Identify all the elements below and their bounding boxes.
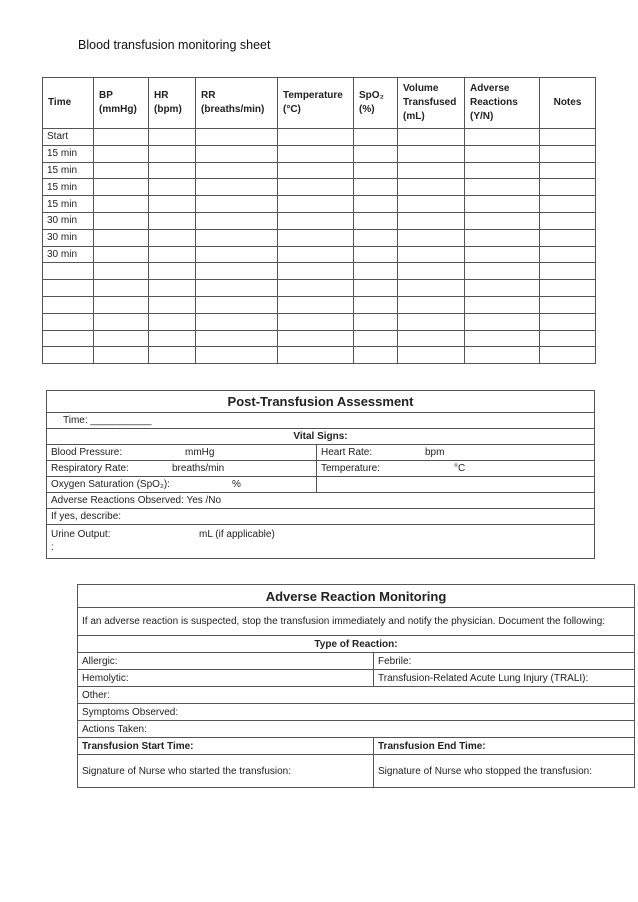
entry-cell[interactable] [540, 196, 596, 213]
entry-cell[interactable] [94, 263, 149, 280]
entry-cell[interactable] [94, 296, 149, 313]
entry-cell[interactable] [94, 162, 149, 179]
header-spo2: SpO₂ (%) [354, 78, 398, 129]
time-cell [43, 347, 94, 364]
entry-cell[interactable] [540, 246, 596, 263]
header-rr: RR (breaths/min) [196, 78, 278, 129]
entry-cell[interactable] [278, 196, 354, 213]
entry-cell[interactable] [94, 179, 149, 196]
entry-cell[interactable] [94, 313, 149, 330]
entry-cell[interactable] [196, 196, 278, 213]
entry-cell[interactable] [354, 330, 398, 347]
entry-cell[interactable] [278, 296, 354, 313]
time-cell [43, 313, 94, 330]
entry-cell[interactable] [354, 212, 398, 229]
entry-cell[interactable] [398, 162, 465, 179]
entry-cell[interactable] [540, 280, 596, 297]
entry-cell[interactable] [540, 330, 596, 347]
entry-cell[interactable] [465, 179, 540, 196]
entry-cell[interactable] [94, 280, 149, 297]
bp-label: Blood Pressure: [51, 447, 123, 458]
table-row [43, 179, 596, 196]
time-cell: Start [43, 129, 94, 146]
entry-cell[interactable] [149, 296, 196, 313]
entry-cell[interactable] [278, 313, 354, 330]
febrile-field[interactable]: Febrile: [374, 653, 635, 670]
time-cell: 30 min [43, 229, 94, 246]
entry-cell[interactable] [540, 313, 596, 330]
entry-cell[interactable] [540, 296, 596, 313]
header-time: Time [43, 78, 94, 129]
time-cell: 30 min [43, 212, 94, 229]
adverse-observed-field[interactable]: Adverse Reactions Observed: Yes /No [47, 493, 595, 509]
entry-cell[interactable] [465, 330, 540, 347]
start-time-field[interactable]: Transfusion Start Time: [78, 738, 374, 755]
table-row [43, 296, 596, 313]
urine-unit: mL (if applicable) [199, 529, 275, 540]
entry-cell[interactable] [149, 129, 196, 146]
time-cell: 15 min [43, 196, 94, 213]
entry-cell[interactable] [278, 280, 354, 297]
entry-cell[interactable] [465, 145, 540, 162]
time-cell [43, 330, 94, 347]
hr-unit: bpm [425, 447, 445, 458]
table-row [43, 212, 596, 229]
entry-cell[interactable] [94, 129, 149, 146]
entry-cell[interactable] [465, 129, 540, 146]
table-row [43, 145, 596, 162]
entry-cell[interactable] [278, 212, 354, 229]
entry-cell[interactable] [398, 347, 465, 364]
urine-output-field[interactable] [47, 525, 595, 559]
vital-signs-label: Vital Signs: [47, 429, 595, 445]
entry-cell[interactable] [398, 196, 465, 213]
header-hr: HR (bpm) [149, 78, 196, 129]
adverse-reaction-table [77, 584, 635, 788]
entry-cell[interactable] [398, 313, 465, 330]
urine-label: Urine Output: [51, 529, 111, 540]
entry-cell[interactable] [278, 162, 354, 179]
table-row [43, 246, 596, 263]
entry-cell[interactable] [540, 212, 596, 229]
entry-cell[interactable] [354, 145, 398, 162]
entry-cell[interactable] [354, 263, 398, 280]
post-heading: Post-Transfusion Assessment [47, 391, 595, 413]
allergic-field[interactable]: Allergic: [78, 653, 374, 670]
entry-cell[interactable] [149, 145, 196, 162]
monitoring-header-row [43, 78, 596, 129]
signature-stop-field[interactable]: Signature of Nurse who stopped the transfusion: [374, 755, 635, 788]
entry-cell[interactable] [465, 347, 540, 364]
entry-cell[interactable] [540, 129, 596, 146]
time-cell: 15 min [43, 179, 94, 196]
entry-cell[interactable] [398, 129, 465, 146]
entry-cell[interactable] [149, 263, 196, 280]
entry-cell[interactable] [196, 145, 278, 162]
entry-cell[interactable] [465, 229, 540, 246]
entry-cell[interactable] [465, 313, 540, 330]
entry-cell[interactable] [398, 330, 465, 347]
entry-cell[interactable] [465, 246, 540, 263]
rr-unit: breaths/min [172, 463, 225, 474]
table-row [43, 196, 596, 213]
entry-cell[interactable] [149, 246, 196, 263]
entry-cell[interactable] [94, 212, 149, 229]
entry-cell[interactable] [196, 162, 278, 179]
entry-cell[interactable] [354, 129, 398, 146]
actions-field[interactable]: Actions Taken: [78, 721, 635, 738]
hr-field[interactable] [317, 445, 595, 461]
entry-cell[interactable] [196, 330, 278, 347]
hemolytic-field[interactable]: Hemolytic: [78, 670, 374, 687]
entry-cell[interactable] [278, 347, 354, 364]
entry-cell[interactable] [278, 229, 354, 246]
spo2-field[interactable] [47, 477, 317, 493]
entry-cell[interactable] [278, 330, 354, 347]
entry-cell[interactable] [540, 229, 596, 246]
entry-cell[interactable] [354, 296, 398, 313]
end-time-field[interactable]: Transfusion End Time: [374, 738, 635, 755]
table-row [43, 129, 596, 146]
entry-cell[interactable] [540, 145, 596, 162]
entry-cell[interactable] [278, 263, 354, 280]
table-row [43, 347, 596, 364]
entry-cell[interactable] [465, 296, 540, 313]
header-temperature: Temperature (°C) [278, 78, 354, 129]
entry-cell[interactable] [278, 179, 354, 196]
entry-cell[interactable] [354, 313, 398, 330]
time-cell [43, 263, 94, 280]
table-row [43, 280, 596, 297]
entry-cell[interactable] [196, 129, 278, 146]
table-row [43, 313, 596, 330]
header-adverse: Adverse Reactions (Y/N) [465, 78, 540, 129]
entry-cell[interactable] [149, 280, 196, 297]
header-bp: BP (mmHg) [94, 78, 149, 129]
entry-cell[interactable] [278, 129, 354, 146]
entry-cell[interactable] [196, 280, 278, 297]
entry-cell[interactable] [149, 196, 196, 213]
monitoring-body [43, 129, 596, 364]
entry-cell[interactable] [278, 145, 354, 162]
entry-cell[interactable] [94, 347, 149, 364]
entry-cell[interactable] [354, 162, 398, 179]
time-cell: 15 min [43, 145, 94, 162]
entry-cell[interactable] [398, 263, 465, 280]
entry-cell[interactable] [94, 330, 149, 347]
entry-cell[interactable] [398, 296, 465, 313]
monitoring-table [42, 77, 596, 364]
entry-cell[interactable] [540, 179, 596, 196]
spo2-unit: % [232, 479, 241, 490]
table-row [43, 162, 596, 179]
entry-cell[interactable] [196, 263, 278, 280]
entry-cell[interactable] [196, 212, 278, 229]
entry-cell[interactable] [465, 196, 540, 213]
time-cell: 30 min [43, 246, 94, 263]
empty-cell [317, 477, 595, 493]
entry-cell[interactable] [94, 229, 149, 246]
page-title: Blood transfusion monitoring sheet [78, 38, 271, 52]
entry-cell[interactable] [94, 145, 149, 162]
entry-cell[interactable] [398, 229, 465, 246]
urine-colon: : [51, 542, 54, 553]
entry-cell[interactable] [149, 162, 196, 179]
entry-cell[interactable] [540, 162, 596, 179]
adverse-intro: If an adverse reaction is suspected, stop the transfusion immediately and notify the physician. Document the following: [78, 608, 635, 636]
temp-field[interactable] [317, 461, 595, 477]
bp-field[interactable] [47, 445, 317, 461]
header-notes: Notes [540, 78, 596, 129]
entry-cell[interactable] [196, 347, 278, 364]
temp-label: Temperature: [321, 463, 380, 474]
entry-cell[interactable] [354, 196, 398, 213]
time-cell: 15 min [43, 162, 94, 179]
type-of-reaction-label: Type of Reaction: [78, 636, 635, 653]
bp-unit: mmHg [185, 447, 215, 458]
rr-field[interactable] [47, 461, 317, 477]
entry-cell[interactable] [398, 212, 465, 229]
entry-cell[interactable] [398, 179, 465, 196]
entry-cell[interactable] [196, 296, 278, 313]
entry-cell[interactable] [94, 196, 149, 213]
adverse-heading: Adverse Reaction Monitoring [78, 585, 635, 608]
post-transfusion-table [46, 390, 595, 559]
entry-cell[interactable] [94, 246, 149, 263]
entry-cell[interactable] [196, 229, 278, 246]
signature-start-field[interactable]: Signature of Nurse who started the transfusion: [78, 755, 374, 788]
spo2-label: Oxygen Saturation (SpO₂): [51, 479, 170, 490]
other-field[interactable]: Other: [78, 687, 635, 704]
entry-cell[interactable] [196, 179, 278, 196]
trali-field[interactable]: Transfusion-Related Acute Lung Injury (TRALI): [374, 670, 635, 687]
entry-cell[interactable] [354, 229, 398, 246]
entry-cell[interactable] [196, 246, 278, 263]
header-volume: Volume Transfused (mL) [398, 78, 465, 129]
entry-cell[interactable] [354, 246, 398, 263]
hr-label: Heart Rate: [321, 447, 373, 458]
time-cell [43, 296, 94, 313]
entry-cell[interactable] [278, 246, 354, 263]
entry-cell[interactable] [149, 229, 196, 246]
entry-cell[interactable] [540, 347, 596, 364]
entry-cell[interactable] [354, 179, 398, 196]
entry-cell[interactable] [465, 263, 540, 280]
entry-cell[interactable] [398, 280, 465, 297]
symptoms-field[interactable]: Symptoms Observed: [78, 704, 635, 721]
entry-cell[interactable] [149, 212, 196, 229]
temp-unit: °C [454, 463, 466, 474]
entry-cell[interactable] [149, 179, 196, 196]
entry-cell[interactable] [149, 313, 196, 330]
entry-cell[interactable] [465, 280, 540, 297]
table-row [43, 229, 596, 246]
entry-cell[interactable] [398, 246, 465, 263]
entry-cell[interactable] [398, 145, 465, 162]
table-row [43, 330, 596, 347]
entry-cell[interactable] [149, 347, 196, 364]
if-yes-describe-field[interactable]: If yes, describe: [47, 509, 595, 525]
rr-label: Respiratory Rate: [51, 463, 129, 474]
time-cell [43, 280, 94, 297]
entry-cell[interactable] [465, 212, 540, 229]
entry-cell[interactable] [196, 313, 278, 330]
table-row [43, 263, 596, 280]
entry-cell[interactable] [540, 263, 596, 280]
entry-cell[interactable] [149, 330, 196, 347]
post-time-field[interactable]: Time: ___________ [47, 413, 595, 429]
entry-cell[interactable] [354, 347, 398, 364]
entry-cell[interactable] [354, 280, 398, 297]
entry-cell[interactable] [465, 162, 540, 179]
